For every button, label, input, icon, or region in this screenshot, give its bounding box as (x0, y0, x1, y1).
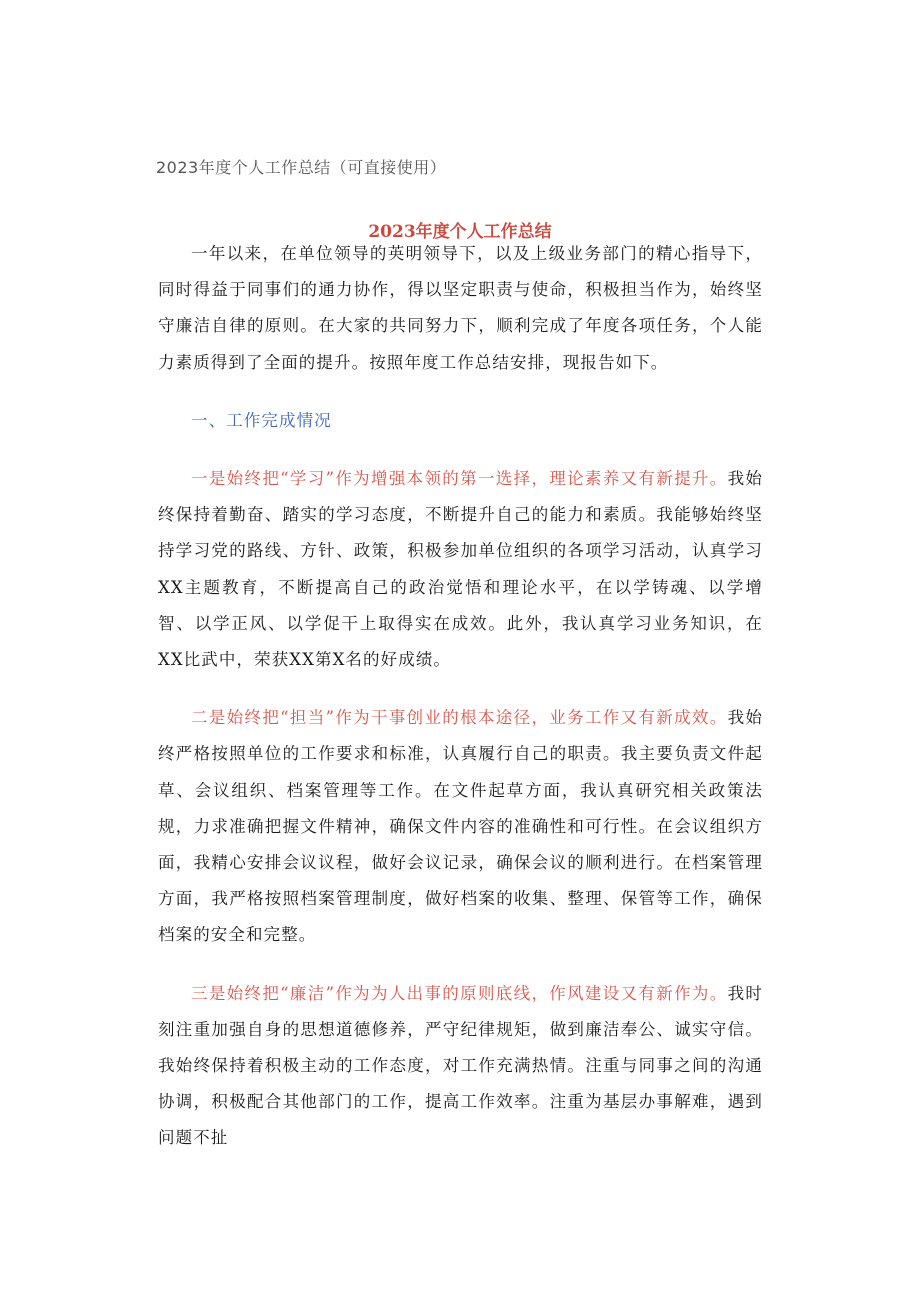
paragraph-lead: 一是始终把“学习”作为增强本领的第一选择，理论素养又有新提升。 (191, 469, 728, 489)
section-heading: 一、工作完成情况 (191, 410, 332, 430)
document-header: 2023年度个人工作总结（可直接使用） (156, 158, 447, 177)
paragraph-lead: 二是始终把“担当”作为干事创业的根本途径，业务工作又有新成效。 (191, 708, 728, 728)
paragraph-integrity (158, 976, 763, 1157)
paragraph-study (158, 461, 763, 678)
paragraph-responsibility (158, 700, 763, 953)
paragraph-text: 我时刻注重加强自身的思想道德修养，严守纪律规矩，做到廉洁奉公、诚实守信。我始终保持着积极主动的工作态度，对工作充满热情。注重与同事之间的沟通协调，积极配合其他部门的工作，提高工作效率。注重为基层办事解难，遇到问题不扯 (158, 983, 763, 1148)
paragraph-lead: 三是始终把“廉洁”作为为人出事的原则底线，作风建设又有新作为。 (191, 983, 728, 1003)
intro-paragraph: 一年以来，在单位领导的英明领导下，以及上级业务部门的精心指导下，同时得益于同事们的通力协作，得以坚定职责与使命，积极担当作为，始终坚守廉洁自律的原则。在大家的共同努力下，顺利完成了年度各项任务，个人能力素质得到了全面的提升。按照年度工作总结安排，现报告如下。 (158, 244, 763, 372)
document-body (158, 236, 763, 1157)
paragraph-text: 我始终保持着勤奋、踏实的学习态度，不断提升自己的能力和素质。我能够始终坚持学习党的路线、方针、政策，积极参加单位组织的各项学习活动，认真学习XX主题教育，不断提高自己的政治觉悟和理论水平，在以学铸魂、以学增智、以学正风、以学促干上取得实在成效。此外，我认真学习业务知识，在XX比武中，荣获XX第X名的好成绩。 (158, 469, 763, 670)
paragraph-text: 我始终严格按照单位的工作要求和标准，认真履行自己的职责。我主要负责文件起草、会议组织、档案管理等工作。在文件起草方面，我认真研究相关政策法规，力求准确把握文件精神，确保文件内容的准确性和可行性。在会议组织方面，我精心安排会议议程，做好会议记录，确保会议的顺利进行。在档案管理方面，我严格按照档案管理制度，做好档案的收集、整理、保管等工作，确保档案的安全和完整。 (158, 708, 763, 945)
document-title: 2023年度个人工作总结 (368, 222, 552, 242)
